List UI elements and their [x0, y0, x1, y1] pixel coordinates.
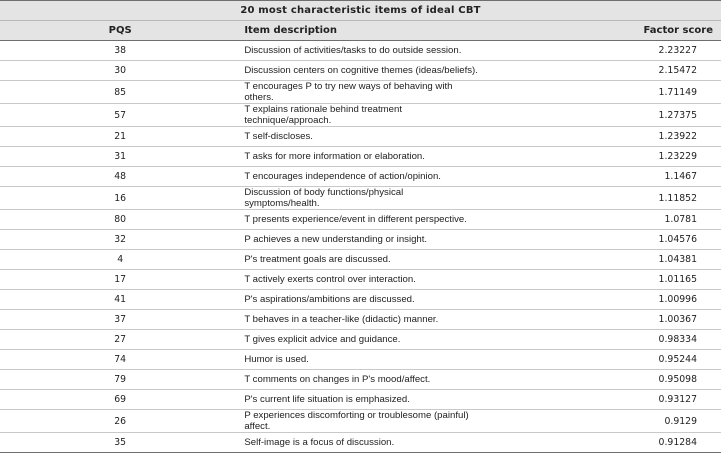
pqs-cell: 69	[0, 390, 240, 410]
table-row	[0, 250, 721, 270]
pqs-cell: 74	[0, 350, 240, 370]
table-row	[0, 61, 721, 81]
factor-score-cell: 1.27375	[481, 104, 721, 127]
factor-score-cell: 1.00367	[481, 310, 721, 330]
factor-score-cell: 0.91284	[481, 433, 721, 453]
pqs-cell: 17	[0, 270, 240, 290]
header-pqs: PQS	[0, 21, 240, 41]
factor-score-cell: 1.04576	[481, 230, 721, 250]
item-description-cell: T explains rationale behind treatment technique/approach.	[240, 104, 480, 127]
item-description-cell: T behaves in a teacher-like (didactic) manner.	[240, 310, 480, 330]
table-row	[0, 433, 721, 453]
pqs-cell: 80	[0, 210, 240, 230]
table-row	[0, 290, 721, 310]
pqs-cell: 79	[0, 370, 240, 390]
item-description-cell: P experiences discomforting or troublesome (painful) affect.	[240, 410, 480, 433]
table-body	[0, 41, 721, 453]
factor-score-cell: 1.0781	[481, 210, 721, 230]
item-description-cell: Discussion of body functions/physical symptoms/health.	[240, 187, 480, 210]
item-description-cell: P achieves a new understanding or insight.	[240, 230, 480, 250]
factor-score-cell: 0.9129	[481, 410, 721, 433]
header-factor-score: Factor score	[481, 21, 721, 41]
pqs-cell: 30	[0, 61, 240, 81]
pqs-cell: 41	[0, 290, 240, 310]
item-description-cell: T asks for more information or elaboration.	[240, 147, 480, 167]
factor-score-cell: 2.23227	[481, 41, 721, 61]
factor-score-cell: 0.95098	[481, 370, 721, 390]
table-row	[0, 187, 721, 210]
header-item-description: Item description	[240, 21, 480, 41]
factor-score-cell: 1.11852	[481, 187, 721, 210]
table-row	[0, 230, 721, 250]
table-row	[0, 147, 721, 167]
item-description-cell: T gives explicit advice and guidance.	[240, 330, 480, 350]
table-row	[0, 390, 721, 410]
item-description-cell: T comments on changes in P's mood/affect.	[240, 370, 480, 390]
pqs-cell: 48	[0, 167, 240, 187]
table-row	[0, 310, 721, 330]
pqs-cell: 32	[0, 230, 240, 250]
pqs-cell: 38	[0, 41, 240, 61]
pqs-cell: 16	[0, 187, 240, 210]
factor-score-cell: 1.23229	[481, 147, 721, 167]
table-header-row	[0, 21, 721, 41]
factor-score-cell: 0.98334	[481, 330, 721, 350]
table-row	[0, 104, 721, 127]
item-description-cell: T presents experience/event in different perspective.	[240, 210, 480, 230]
pqs-cell: 4	[0, 250, 240, 270]
item-description-cell: Humor is used.	[240, 350, 480, 370]
factor-score-cell: 1.01165	[481, 270, 721, 290]
factor-score-cell: 0.95244	[481, 350, 721, 370]
table-title-row	[0, 1, 721, 21]
factor-score-cell: 1.71149	[481, 81, 721, 104]
table-row	[0, 410, 721, 433]
item-description-cell: T encourages P to try new ways of behaving with others.	[240, 81, 480, 104]
factor-score-cell: 1.1467	[481, 167, 721, 187]
table-row	[0, 370, 721, 390]
item-description-cell: P's current life situation is emphasized.	[240, 390, 480, 410]
pqs-cell: 85	[0, 81, 240, 104]
table-row	[0, 270, 721, 290]
item-description-cell: T actively exerts control over interaction.	[240, 270, 480, 290]
pqs-cell: 21	[0, 127, 240, 147]
factor-score-cell: 1.23922	[481, 127, 721, 147]
table-row	[0, 330, 721, 350]
pqs-cell: 26	[0, 410, 240, 433]
table-row	[0, 41, 721, 61]
item-description-cell: Discussion of activities/tasks to do outside session.	[240, 41, 480, 61]
factor-score-cell: 1.00996	[481, 290, 721, 310]
item-description-cell: P's treatment goals are discussed.	[240, 250, 480, 270]
table-row	[0, 350, 721, 370]
pqs-cell: 35	[0, 433, 240, 453]
pqs-cell: 57	[0, 104, 240, 127]
pqs-cell: 27	[0, 330, 240, 350]
pqs-cell: 37	[0, 310, 240, 330]
factor-score-cell: 1.04381	[481, 250, 721, 270]
table-title: 20 most characteristic items of ideal CBT	[0, 1, 721, 21]
table-row	[0, 127, 721, 147]
item-description-cell: T self-discloses.	[240, 127, 480, 147]
factor-score-cell: 0.93127	[481, 390, 721, 410]
table-row	[0, 81, 721, 104]
pqs-cell: 31	[0, 147, 240, 167]
item-description-cell: Self-image is a focus of discussion.	[240, 433, 480, 453]
item-description-cell: P's aspirations/ambitions are discussed.	[240, 290, 480, 310]
item-description-cell: Discussion centers on cognitive themes (ideas/beliefs).	[240, 61, 480, 81]
factor-score-cell: 2.15472	[481, 61, 721, 81]
table-row	[0, 210, 721, 230]
item-description-cell: T encourages independence of action/opinion.	[240, 167, 480, 187]
table-row	[0, 167, 721, 187]
